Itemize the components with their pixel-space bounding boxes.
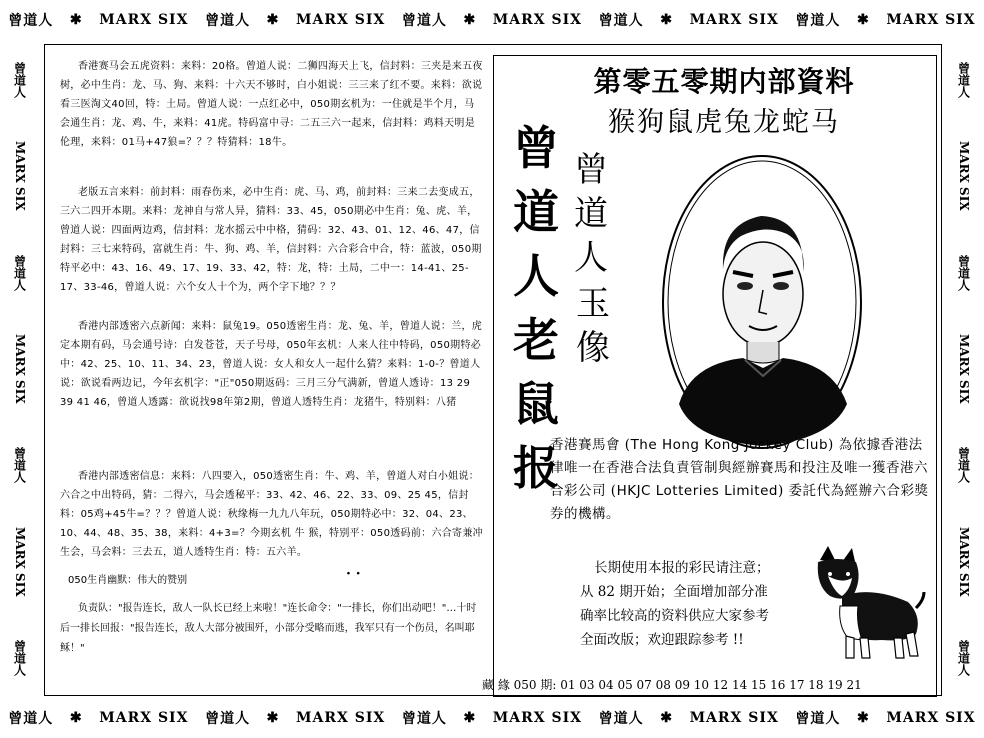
caption-char: 道	[574, 194, 608, 234]
caption-char: 像	[576, 328, 610, 368]
zodiac-line: 猴狗鼠虎兔龙蛇马	[608, 107, 840, 138]
notice-line: 全面改版；欢迎跟踪参考 !!	[580, 632, 744, 648]
hkjc-disclaimer	[550, 434, 930, 526]
masthead-char: 鼠	[513, 377, 559, 431]
border-text-marxsix: MARX SIX	[492, 12, 583, 28]
masthead-char: 曾	[513, 121, 559, 175]
notice-block	[580, 556, 840, 652]
border-text-marxsix: MARX SIX	[13, 141, 27, 211]
border-text-zengdaoren: 曾道人	[956, 640, 971, 677]
border-text-marxsix: MARX SIX	[957, 141, 971, 211]
numbers-line: 藏 緣 050 期: 01 03 04 05 07 08 09 10 12 14 15 16 17 18 19 21	[482, 678, 862, 692]
caption-char: 玉	[576, 284, 610, 324]
hkjc-text-pre: 香港賽馬會 (	[550, 437, 631, 453]
border-star: ✱	[660, 12, 673, 28]
border-text-zengdaoren: 曾道人	[12, 61, 27, 98]
notice-line: 从 82 期开始；全面增加部分准	[580, 584, 768, 600]
humor-title: 050生肖幽默：伟大的赞别	[68, 575, 188, 586]
hkjc-text-post: ) 委託代為經辦六合彩獎券的機構。	[550, 483, 929, 522]
border-text-zengdaoren: 曾道人	[8, 711, 54, 727]
caption-char: 人	[574, 238, 608, 278]
article-neibu-news: 香港内部透密六点新闻：来料：鼠兔19。050透密生肖：龙、兔、羊，曾道人说：兰，虎定本期有码，马会通号诗：白发苍苍，天子号母，050年玄机：人来人往中特码，050期特必中：42、25、10、11、34、23，曾道人说：女人和女人一起什么猜？来料：1-0-？曾道人说：欲说看两边记，今年玄机字："正"050期返码：三月三分气满新，曾道人透诗：13 29 39 41 46，曾道人透露：欲说找98年第2期，曾道人透特生肖：龙猪牛，特别料：八猪	[60, 321, 483, 408]
article-wuhu: 香港赛马会五虎资料：来料：20格。曾道人说：二狮四海天上飞，信封料：三夹是来五夜树，必中生肖：龙、马、狗、来料：十六天不够时，白小姐说：三三来了红不要。来料：欲说看三医淘文40回，特：土局。曾道人说：一点红必中，050期玄机为：一住就是半个月，马会通生肖：龙、鸡、牛，来料：41虎。特码富中寻：二五三六一起来，信封料：鸡料天明是伦理，来料：01马+47狼=？？？特猜料：18牛。	[60, 61, 483, 148]
border-text-marxsix: MARX SIX	[99, 710, 189, 726]
border-text-zengdaoren: 曾道人	[956, 61, 971, 98]
notice-line: 长期使用本报的彩民请注意；	[594, 560, 770, 576]
border-text-marxsix: MARX SIX	[296, 12, 386, 28]
border-text-marxsix: MARX SIX	[886, 710, 976, 726]
photo-caption-col1	[574, 148, 608, 280]
border-text-marxsix: MARX SIX	[689, 12, 779, 28]
border-star: ✱	[266, 710, 280, 726]
ornament-dots: · ·	[346, 566, 361, 582]
border-text-zengdaoren: 曾道人	[598, 13, 644, 29]
border-star: ✱	[463, 710, 477, 726]
border-star: ✱	[857, 12, 870, 28]
border-text-zengdaoren: 曾道人	[401, 711, 447, 727]
border-text-marxsix: MARX SIX	[689, 710, 779, 726]
border-star: ✱	[660, 710, 673, 726]
articles-column	[60, 55, 484, 670]
border-star: ✱	[857, 710, 870, 726]
border-text-marxsix: MARX SIX	[296, 710, 386, 726]
right-panel	[482, 55, 937, 697]
bottom-border-strip	[0, 698, 984, 738]
issue-title: 第零五零期内部資料	[593, 65, 855, 98]
border-text-zengdaoren: 曾道人	[598, 711, 644, 727]
article-neibu-info: 香港内部透密信息：来料：八四要入，050透密生肖：牛、鸡、羊，曾道人对白小姐说：六合之中出特码，猜：二得六，马会透秘平：33、42、46、22、33、09、25 45，信封料：05鸡+45牛=？？？曾道人说：秋缘梅一九九八年玩，050期特必中：32、04、23、10、44、48、35、38，来料：4+3=？今期玄机 牛 猴，特别平：050透码前：六合寄兼冲生会，马会料：三去五，道人透特生肖：特：五六羊。	[60, 471, 483, 558]
border-text-marxsix: MARX SIX	[886, 12, 976, 28]
portrait-image	[661, 154, 863, 450]
border-text-zengdaoren: 曾道人	[12, 640, 27, 677]
caption-char: 曾	[574, 150, 608, 190]
border-text-zengdaoren: 曾道人	[956, 254, 971, 291]
border-text-marxsix: MARX SIX	[957, 334, 971, 404]
border-text-zengdaoren: 曾道人	[205, 13, 251, 29]
masthead-char: 道	[513, 185, 559, 239]
border-text-zengdaoren: 曾道人	[12, 447, 27, 484]
masthead-char: 报	[513, 441, 559, 495]
border-text-marxsix: MARX SIX	[99, 12, 189, 28]
masthead-char: 人	[513, 249, 559, 303]
border-text-zengdaoren: 曾道人	[795, 13, 841, 29]
border-star: ✱	[463, 12, 477, 28]
top-border-strip	[0, 0, 984, 40]
border-text-marxsix: MARX SIX	[13, 334, 27, 404]
photo-caption-col2	[576, 282, 610, 370]
border-text-marxsix: MARX SIX	[13, 526, 27, 597]
border-star: ✱	[69, 12, 83, 28]
masthead-char: 老	[513, 313, 559, 367]
border-text-marxsix: MARX SIX	[492, 710, 583, 726]
border-text-zengdaoren: 曾道人	[956, 447, 971, 484]
border-text-zengdaoren: 曾道人	[401, 13, 447, 29]
hkjc-english-name: The Hong Kong Jockey Club	[630, 437, 829, 453]
border-star: ✱	[266, 12, 280, 28]
left-border-strip	[0, 40, 40, 698]
article-laoban: 老版五言来料：前封料：雨春伤来，必中生肖：虎、马、鸡，前封料：三来二去变成五，三六二四开本期。来料：龙神自与常人异，猜料：33、45，050期必中生肖：兔、虎、羊，曾道人说：四面两边鸡，信封料：龙水摇云中中格，猜码：32、43、01、12、46、47，信封料：三七来特码，富就生肖：牛、狗、鸡、羊，信封料：六合彩合中合，特：蓝波，050期特平必中：43、16、49、17、19、33、42，特：龙，特：土局，二中一：14-41、25-17、33-46，曾道人说：六个女人十个为，两个字下地？？？	[60, 187, 482, 293]
border-text-zengdaoren: 曾道人	[8, 13, 54, 29]
border-star: ✱	[69, 710, 83, 726]
border-text-marxsix: MARX SIX	[957, 526, 971, 597]
dog-illustration	[812, 546, 926, 666]
humor-body: 负责队："报告连长，敌人一队长已经上来啦！"连长命令："一排长，你们出动吧！"…十时后一排长回报："报告连长，敌人大部分被围歼，小部分受略而逃，我军只有一个伤员，名叫耶稣！"	[60, 603, 477, 654]
border-text-zengdaoren: 曾道人	[12, 254, 27, 291]
hkjc-text-mid: ) 為依據香港法律唯一在香港合法負責管制與經辦賽馬和投注及唯一獲香港六合彩公司 (	[550, 437, 928, 499]
notice-line: 确率比较高的资料供应大家参考	[580, 608, 769, 624]
hkjc-lotteries-name: HKJC Lotteries Limited	[616, 483, 778, 499]
right-border-strip	[944, 40, 984, 698]
border-text-zengdaoren: 曾道人	[205, 711, 251, 727]
border-text-zengdaoren: 曾道人	[795, 711, 841, 727]
